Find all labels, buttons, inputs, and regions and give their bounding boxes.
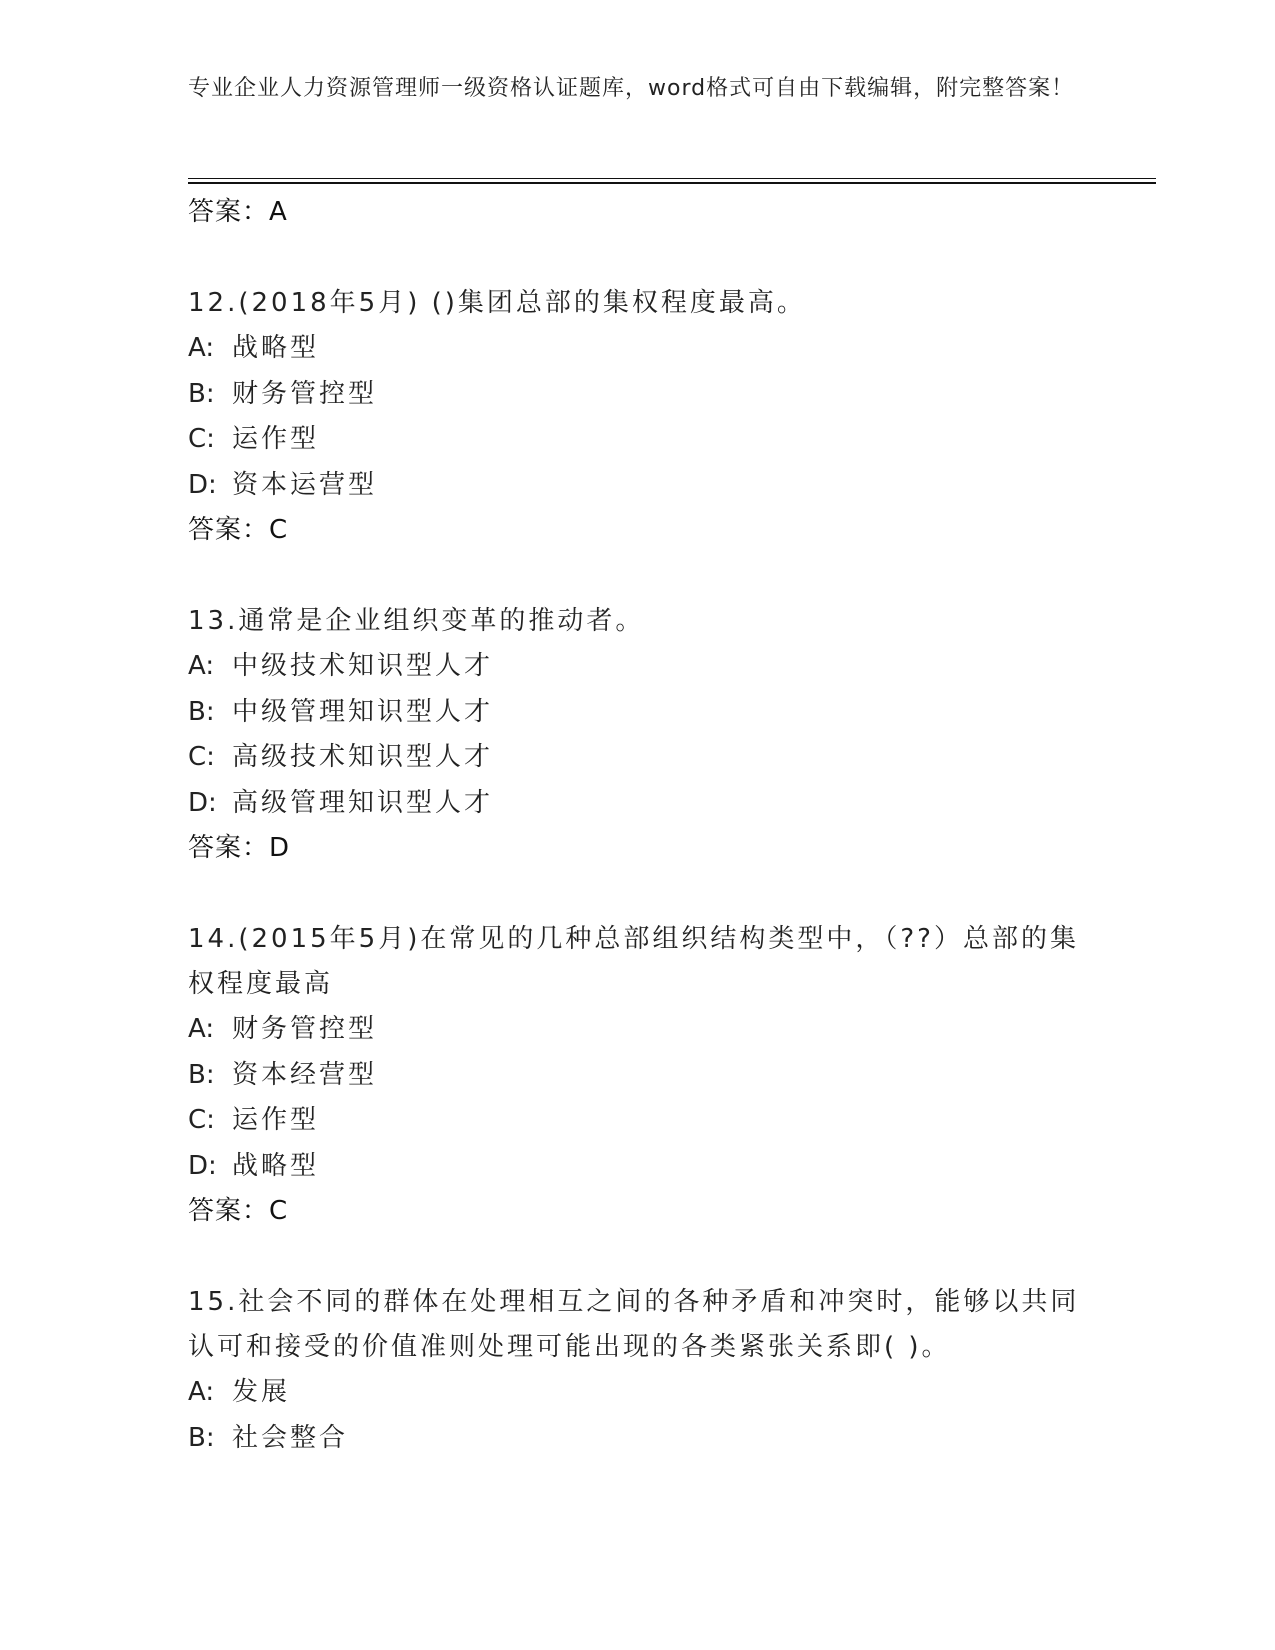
option-text: 资本经营型	[232, 1059, 378, 1090]
option-key: D:	[188, 1150, 217, 1181]
option-text: 运作型	[232, 1105, 320, 1135]
option-key: C:	[188, 424, 215, 454]
answer-line: 答案：C	[188, 1196, 289, 1226]
question-stem: 13.通常是企业组织变革的推动者。	[188, 606, 645, 636]
header-rule-thick	[188, 182, 1156, 184]
option-key: D:	[188, 469, 217, 500]
option-key: A:	[188, 333, 215, 363]
question-13	[188, 599, 1088, 871]
option-d	[188, 781, 1088, 827]
option-key: D:	[188, 787, 217, 818]
option-text: 高级技术知识型人才	[232, 742, 494, 772]
option-key: A:	[188, 651, 215, 681]
option-c	[188, 1098, 1088, 1144]
option-key: B:	[188, 696, 215, 727]
document-header: 专业企业人力资源管理师一级资格认证题库，word格式可自由下载编辑，附完整答案！	[188, 76, 1075, 101]
answer-line: 答案：A	[188, 197, 288, 227]
option-key: B:	[188, 378, 215, 409]
question-15	[188, 1280, 1088, 1461]
option-text: 中级管理知识型人才	[232, 696, 494, 727]
option-d	[188, 1144, 1088, 1190]
option-text: 社会整合	[232, 1422, 349, 1453]
option-key: B:	[188, 1422, 215, 1453]
option-a	[188, 1370, 1088, 1416]
question-12	[188, 281, 1088, 553]
option-key: A:	[188, 1377, 215, 1407]
header-rule-thin	[188, 178, 1156, 179]
question-14	[188, 917, 1088, 1234]
question-stem: 14.(2015年5月)在常见的几种总部组织结构类型中，（??）总部的集权程度最高	[188, 924, 1079, 999]
option-key: C:	[188, 1105, 215, 1135]
option-b	[188, 372, 1088, 418]
option-text: 财务管控型	[232, 1014, 378, 1044]
option-b	[188, 1053, 1088, 1099]
option-text: 发展	[232, 1377, 291, 1407]
option-text: 高级管理知识型人才	[232, 787, 494, 818]
option-text: 运作型	[232, 424, 320, 454]
option-b	[188, 690, 1088, 736]
option-d	[188, 463, 1088, 509]
option-a	[188, 644, 1088, 690]
question-stem: 15.社会不同的群体在处理相互之间的各种矛盾和冲突时，能够以共同认可和接受的价值准则处理可能出现的各类紧张关系即( )。	[188, 1287, 1080, 1362]
option-text: 中级技术知识型人才	[232, 651, 494, 681]
option-a	[188, 1007, 1088, 1053]
option-a	[188, 326, 1088, 372]
option-text: 财务管控型	[232, 378, 378, 409]
answer-line: 答案：D	[188, 833, 291, 863]
option-text: 战略型	[232, 1150, 320, 1181]
option-c	[188, 735, 1088, 781]
option-b	[188, 1416, 1088, 1462]
option-text: 资本运营型	[232, 469, 378, 500]
question-list	[188, 190, 1088, 1461]
option-text: 战略型	[232, 333, 320, 363]
option-key: C:	[188, 742, 215, 772]
question-stem: 12.(2018年5月) ()集团总部的集权程度最高。	[188, 288, 806, 318]
option-key: A:	[188, 1014, 215, 1044]
option-c	[188, 417, 1088, 463]
option-key: B:	[188, 1059, 215, 1090]
answer-line: 答案：C	[188, 515, 289, 545]
